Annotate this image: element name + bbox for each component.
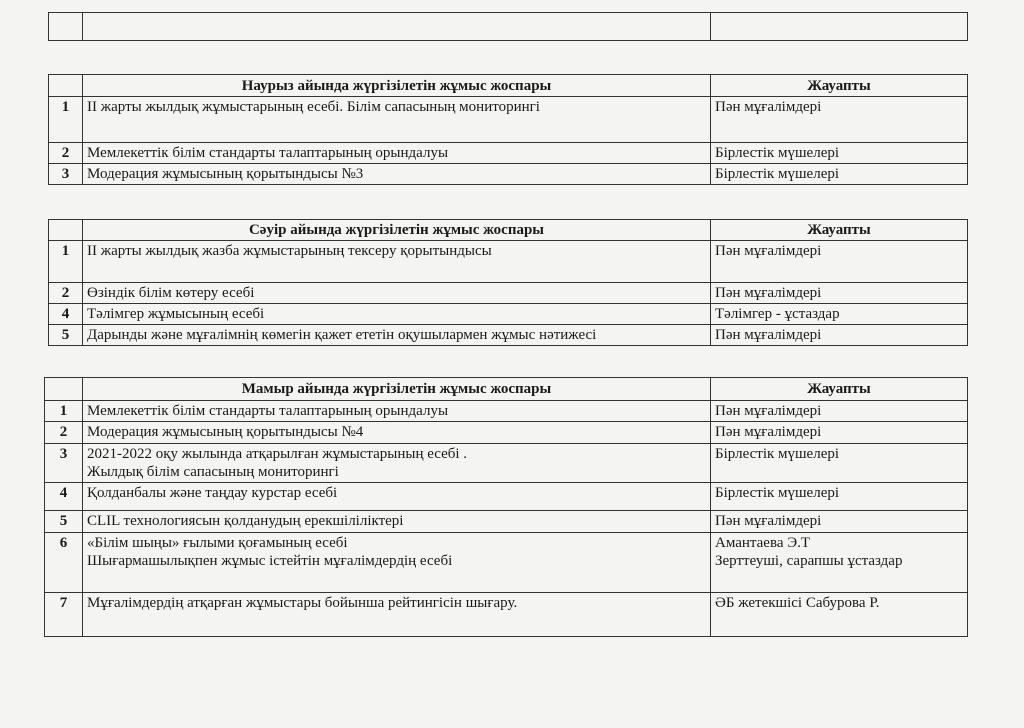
row-number: 2 xyxy=(49,283,83,304)
table-row xyxy=(45,483,968,511)
responsible-cell: Пән мұғалімдері xyxy=(711,97,968,143)
row-number: 5 xyxy=(45,511,83,533)
row-number: 6 xyxy=(45,533,83,593)
responsible-cell: Бірлестік мүшелері xyxy=(711,143,968,164)
table-row xyxy=(49,97,968,143)
row-number: 5 xyxy=(49,325,83,346)
row-number: 1 xyxy=(49,241,83,283)
task-cell: Модерация жұмысының қорытындысы №3 xyxy=(83,164,711,185)
table-row xyxy=(45,511,968,533)
responsible-header: Жауапты xyxy=(711,75,968,97)
task-cell: Модерация жұмысының қорытындысы №4 xyxy=(83,422,711,444)
top-table-fragment xyxy=(48,12,968,41)
responsible-header: Жауапты xyxy=(711,220,968,241)
row-number: 3 xyxy=(45,444,83,483)
task-cell: Мемлекеттік білім стандарты талаптарының орындалуы xyxy=(83,401,711,422)
april-plan-table xyxy=(48,219,968,346)
table-row xyxy=(45,533,968,593)
number-header xyxy=(49,75,83,97)
responsible-cell: Бірлестік мүшелері xyxy=(711,164,968,185)
table-row xyxy=(49,325,968,346)
row-number: 2 xyxy=(45,422,83,444)
task-cell: Қолданбалы және таңдау курстар есебі xyxy=(83,483,711,511)
plan-header: Сәуір айында жүргізілетін жұмыс жоспары xyxy=(83,220,711,241)
table-row xyxy=(45,593,968,637)
number-header xyxy=(45,378,83,401)
row-number: 3 xyxy=(49,164,83,185)
task-cell: 2021-2022 оқу жылында атқарылған жұмыстарының есебі . Жылдық білім сапасының мониторингі xyxy=(83,444,711,483)
table-header-row xyxy=(49,75,968,97)
responsible-cell: Пән мұғалімдері xyxy=(711,401,968,422)
table-row xyxy=(49,283,968,304)
responsible-cell: Бірлестік мүшелері xyxy=(711,444,968,483)
task-cell: Өзіндік білім көтеру есебі xyxy=(83,283,711,304)
responsible-cell: Пән мұғалімдері xyxy=(711,325,968,346)
task-cell: Мемлекеттік білім стандарты талаптарының орындалуы xyxy=(83,143,711,164)
table-row xyxy=(49,241,968,283)
empty-cell xyxy=(711,13,968,41)
task-cell: Дарынды және мұғалімнің көмегін қажет ететін оқушылармен жұмыс нәтижесі xyxy=(83,325,711,346)
responsible-cell: Бірлестік мүшелері xyxy=(711,483,968,511)
responsible-cell: Тәлімгер - ұстаздар xyxy=(711,304,968,325)
table-row xyxy=(49,304,968,325)
table-row xyxy=(49,164,968,185)
responsible-cell: Пән мұғалімдері xyxy=(711,511,968,533)
plan-header: Мамыр айында жүргізілетін жұмыс жоспары xyxy=(83,378,711,401)
table-row xyxy=(45,422,968,444)
responsible-cell: Пән мұғалімдері xyxy=(711,422,968,444)
row-number: 1 xyxy=(45,401,83,422)
responsible-cell: ӘБ жетекшісі Сабурова Р. xyxy=(711,593,968,637)
responsible-cell: Пән мұғалімдері xyxy=(711,241,968,283)
row-number: 2 xyxy=(49,143,83,164)
task-cell: «Білім шыңы» ғылыми қоғамының есебі Шығармашылықпен жұмыс істейтін мұғалімдердің есебі xyxy=(83,533,711,593)
task-cell: ІІ жарты жылдық жазба жұмыстарының тексеру қорытындысы xyxy=(83,241,711,283)
task-cell: CLIL технологиясын қолданудың ерекшіліліктері xyxy=(83,511,711,533)
table-row xyxy=(45,401,968,422)
responsible-header: Жауапты xyxy=(711,378,968,401)
march-plan-table xyxy=(48,74,968,185)
table-row xyxy=(49,143,968,164)
empty-cell xyxy=(83,13,711,41)
task-cell: Тәлімгер жұмысының есебі xyxy=(83,304,711,325)
number-header xyxy=(49,220,83,241)
responsible-cell: Амантаева Э.Т Зерттеуші, сарапшы ұстаздар xyxy=(711,533,968,593)
task-cell: ІІ жарты жылдық жұмыстарының есебі. Білім сапасының мониторингі xyxy=(83,97,711,143)
table-header-row xyxy=(45,378,968,401)
row-number: 1 xyxy=(49,97,83,143)
responsible-cell: Пән мұғалімдері xyxy=(711,283,968,304)
empty-cell xyxy=(49,13,83,41)
table-row xyxy=(45,444,968,483)
table-header-row xyxy=(49,220,968,241)
row-number: 4 xyxy=(49,304,83,325)
plan-header: Наурыз айында жүргізілетін жұмыс жоспары xyxy=(83,75,711,97)
task-cell: Мұғалімдердің атқарған жұмыстары бойынша рейтингісін шығару. xyxy=(83,593,711,637)
row-number: 4 xyxy=(45,483,83,511)
row-number: 7 xyxy=(45,593,83,637)
may-plan-table xyxy=(44,377,968,637)
